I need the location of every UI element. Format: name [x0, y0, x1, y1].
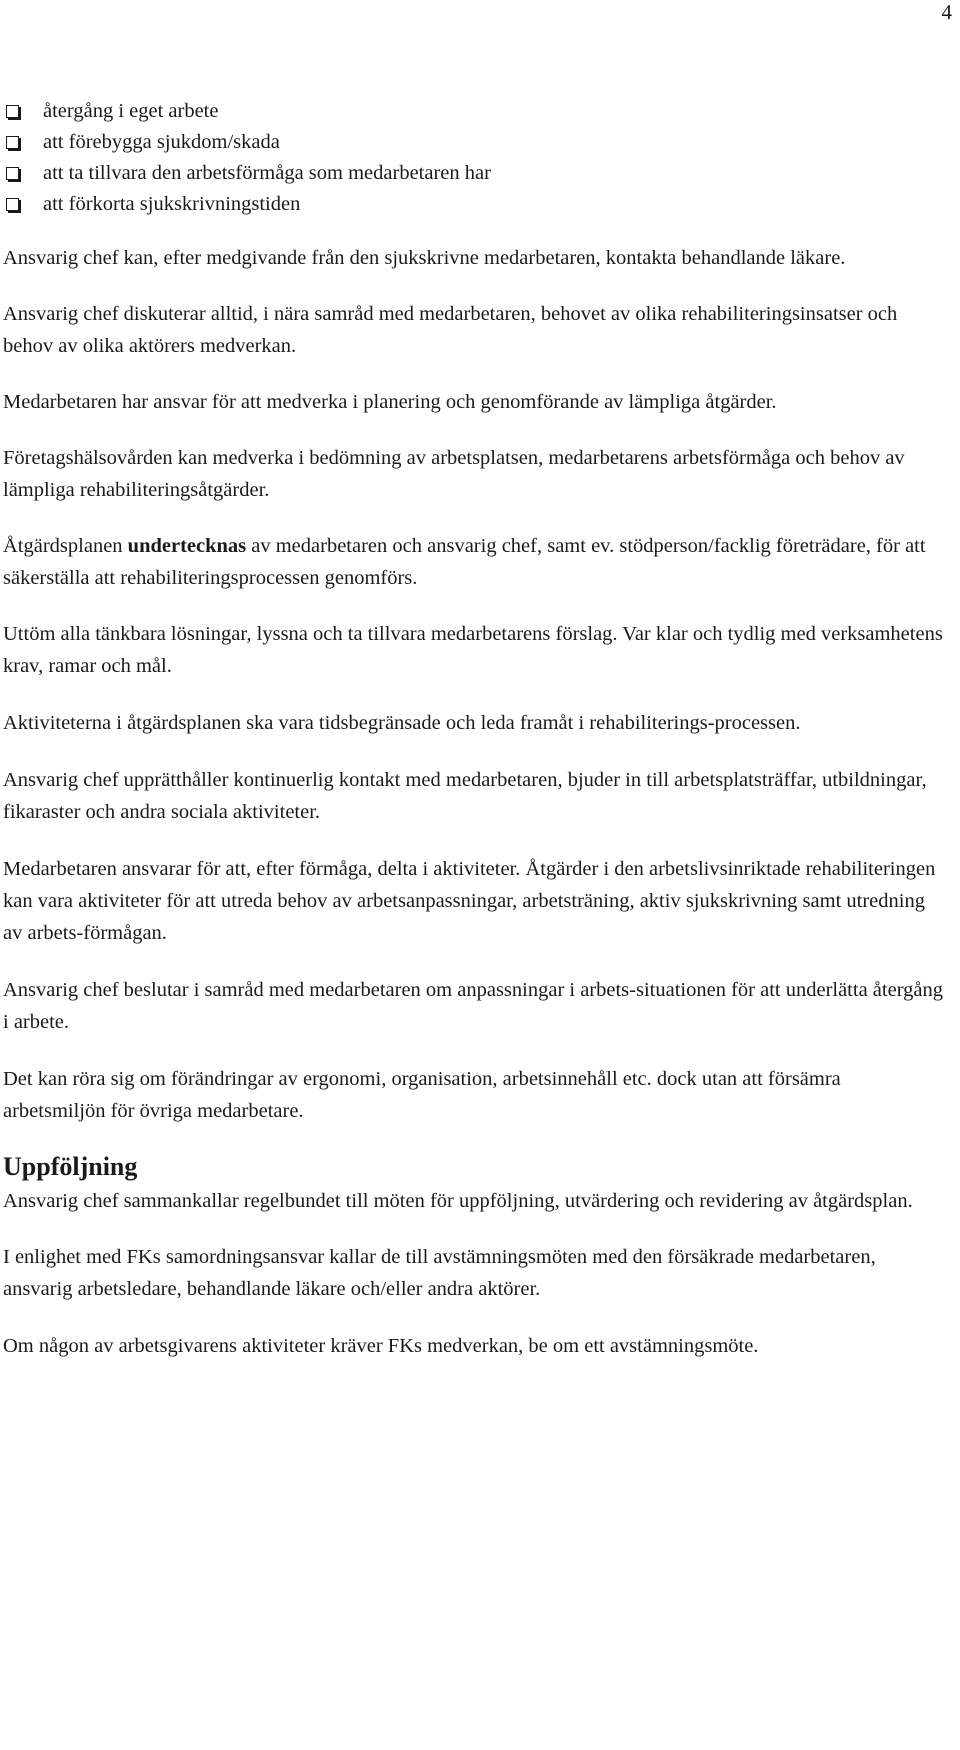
page-number: 4 — [941, 0, 952, 24]
checkbox-icon — [6, 167, 19, 180]
checklist-item-label: att förkorta sjukskrivningstiden — [43, 193, 301, 215]
paragraph: Medarbetaren ansvarar för att, efter förmåga, delta i aktiviteter. Åtgärder i den arbetslivsinriktade rehabiliteringen kan vara aktiviteter för att utreda behov av arbetsanpassningar, arbetsträning, aktiv sjukskrivning samt utredning av arbets-förmågan. — [3, 858, 936, 944]
checklist-item — [3, 96, 943, 127]
checklist-item — [3, 189, 943, 220]
paragraph: Ansvarig chef sammankallar regelbundet till möten för uppföljning, utvärdering och revidering av åtgärdsplan. — [3, 1190, 913, 1212]
checkbox-icon — [6, 136, 19, 149]
paragraph: Ansvarig chef kan, efter medgivande från den sjukskrivne medarbetaren, kontakta behandlande läkare. — [3, 247, 846, 269]
paragraph-text: av medarbetaren och ansvarig chef, samt ev. stödperson/facklig företrädare, för att säkerställa att rehabiliteringsprocessen genomförs. — [3, 535, 926, 589]
checklist-item-label: återgång i eget arbete — [43, 100, 219, 122]
paragraph: Om någon av arbetsgivarens aktiviteter kräver FKs medverkan, be om ett avstämningsmöte. — [3, 1335, 759, 1357]
paragraph: I enlighet med FKs samordningsansvar kallar de till avstämningsmöten med den försäkrade medarbetaren, ansvarig arbetsledare, behandlande läkare och/eller andra aktörer. — [3, 1246, 876, 1300]
checkbox-icon — [6, 105, 19, 118]
checklist-item — [3, 158, 943, 189]
checklist-item-label: att förebygga sjukdom/skada — [43, 131, 280, 153]
paragraph: Ansvarig chef beslutar i samråd med medarbetaren om anpassningar i arbets-situationen för att underlätta återgång i arbete. — [3, 979, 943, 1033]
paragraph: Ansvarig chef upprätthåller kontinuerlig kontakt med medarbetaren, bjuder in till arbetsplatsträffar, utbildningar, fikaraster och andra sociala aktiviteter. — [3, 769, 927, 823]
paragraph: Uttöm alla tänkbara lösningar, lyssna och ta tillvara medarbetarens förslag. Var klar och tydlig med verksamhetens krav, ramar och mål. — [3, 623, 943, 677]
checklist-item — [3, 127, 943, 158]
section-heading: Uppföljning — [3, 1152, 138, 1181]
paragraph: Ansvarig chef diskuterar alltid, i nära samråd med medarbetaren, behovet av olika rehabiliteringsinsatser och behov av olika aktörers medverkan. — [3, 303, 898, 357]
paragraph: Aktiviteterna i åtgärdsplanen ska vara tidsbegränsade och leda framåt i rehabiliterings-processen. — [3, 712, 801, 734]
document-body — [3, 96, 943, 1362]
checklist-item-label: att ta tillvara den arbetsförmåga som medarbetaren har — [43, 162, 491, 184]
checklist — [3, 96, 943, 220]
paragraph-signing — [3, 530, 943, 594]
paragraph-text: Åtgärdsplanen — [3, 535, 128, 557]
emphasis-text: undertecknas — [127, 535, 247, 557]
checkbox-icon — [6, 198, 19, 211]
paragraph: Företagshälsovården kan medverka i bedömning av arbetsplatsen, medarbetarens arbetsförmåga och behov av lämpliga rehabiliteringsåtgärder. — [3, 447, 905, 501]
paragraph: Medarbetaren har ansvar för att medverka i planering och genomförande av lämpliga åtgärder. — [3, 391, 777, 413]
paragraph: Det kan röra sig om förändringar av ergonomi, organisation, arbetsinnehåll etc. dock utan att försämra arbetsmiljön för övriga medarbetare. — [3, 1068, 841, 1122]
